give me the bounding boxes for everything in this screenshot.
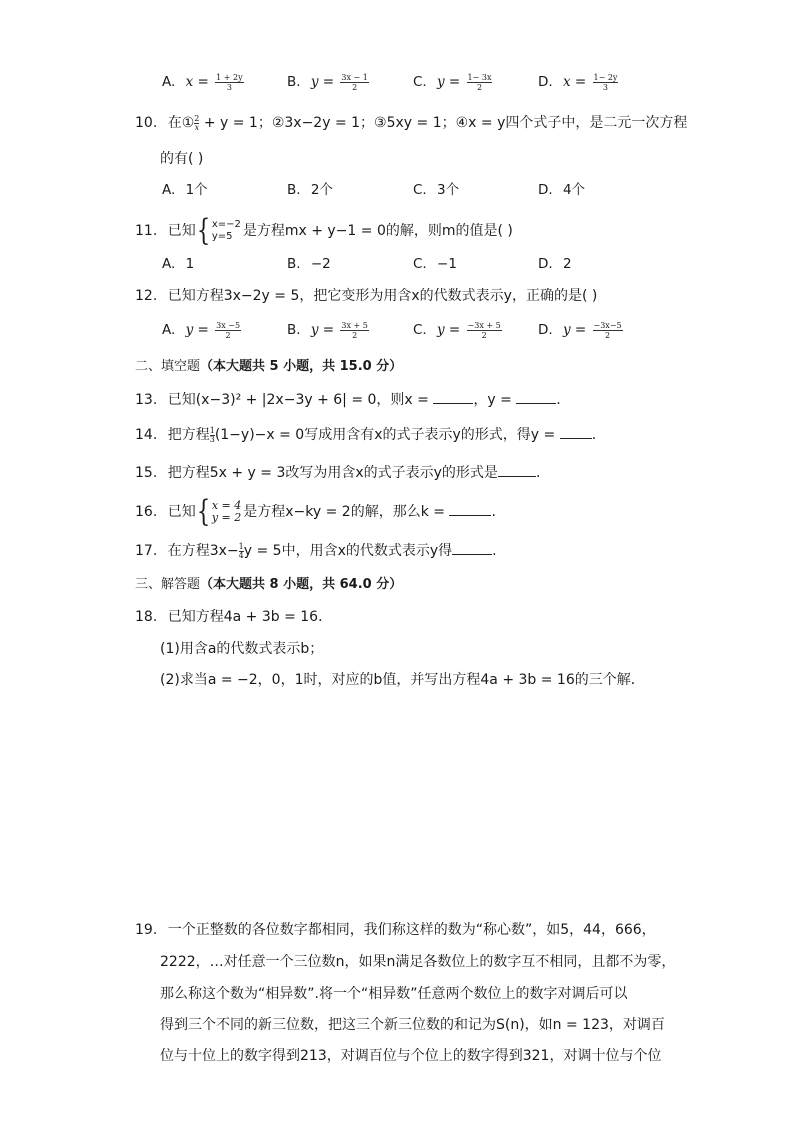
option-text: 1个 [185,182,208,198]
denominator: 2 [605,330,611,340]
option-lhs: y = [437,74,461,90]
question-text-end: . [492,543,497,559]
option-letter: A. [162,74,176,90]
question-10 [135,113,687,133]
question-19-line-3 [160,984,627,1004]
option-fraction [593,321,623,340]
numerator: 1− 3x [467,72,492,82]
option-lhs: y = [562,322,587,338]
denominator: 3 [209,434,215,444]
numerator: 1 [209,425,215,435]
option-text: 2个 [310,182,333,198]
q11-option-c[interactable] [413,254,457,274]
denominator: 3 [602,82,609,92]
equation-system [212,500,241,524]
option-letter: D. [538,256,553,272]
answer-blank[interactable] [498,462,536,477]
option-letter: B. [287,74,301,90]
option-letter: D. [538,182,553,198]
system-line-2: y = 2 [211,511,242,524]
question-number: 10. [135,115,158,131]
q12-option-a[interactable] [162,320,243,340]
numerator: −3x + 5 [467,320,501,330]
option-letter: A. [162,182,176,198]
question-number: 16. [135,504,158,520]
numerator: 3x − 1 [341,72,368,82]
q11-option-b[interactable] [287,254,331,274]
numerator: 2 [194,113,200,123]
denominator: 2 [481,330,487,340]
question-text: 已知(x−3)² + |2x−3y + 6| = 0，则x = [167,392,429,408]
denominator: 3 [226,82,232,92]
numerator: −3x−5 [593,320,622,330]
question-10-cont [160,149,203,169]
question-number: 17. [135,543,158,559]
q12-option-c[interactable] [413,320,504,340]
question-19-line-2 [160,952,675,972]
system-line-1: x = 4 [211,499,242,512]
equation-system [212,219,241,243]
question-number: 12. [135,288,158,304]
option-lhs: x = [562,74,587,90]
option-letter: D. [538,74,553,90]
numerator: 1 + 2y [216,72,243,82]
answer-blank[interactable] [560,424,592,439]
question-number: 13. [135,392,158,408]
option-text: 3个 [437,182,460,198]
question-text: 把方程5x + y = 3改写为用含x的式子表示y的形式是 [167,465,498,481]
question-19 [135,920,656,940]
q10-option-a[interactable] [162,180,208,200]
option-fraction [215,73,244,92]
question-14 [135,424,596,445]
q11-option-a[interactable] [162,254,194,274]
denominator: 4 [238,550,244,560]
question-19-line-5 [160,1046,661,1066]
denominator: 2 [225,330,231,340]
question-16 [135,494,496,529]
answer-blank[interactable] [449,501,491,516]
question-number: 11. [135,223,158,239]
section-detail: （本大题共 8 小题，共 64.0 分） [200,577,403,592]
question-text-line-4: 得到三个不同的新三位数，把这三个新三位数的和记为S(n)，如n = 123，对调百 [160,1017,665,1033]
answer-blank[interactable] [452,540,492,555]
option-letter: D. [538,322,553,338]
option-lhs: y = [310,74,335,90]
question-text-line-5: 位与十位上的数字得到213，对调百位与个位上的数字得到321，对调十位与个位 [160,1048,662,1064]
option-letter: B. [287,256,301,272]
option-fraction [593,73,619,92]
question-text: 已知方程3x−2y = 5，把它变形为用含x的代数式表示y，正确的是( ) [167,288,598,304]
question-number: 15. [135,465,158,481]
numerator: 1− 2y [593,72,618,82]
question-number: 19. [135,922,158,938]
section-heading-solve [135,575,402,595]
option-fraction [467,321,502,340]
question-11 [135,213,513,248]
denominator: 2 [352,82,358,92]
question-17 [135,540,497,561]
section-heading-fill-in [135,357,402,377]
question-text-cont: 是方程mx + y−1 = 0的解，则m的值是( ) [242,223,513,239]
question-19-line-4 [160,1015,665,1035]
option-lhs: x = [185,74,209,90]
option-fraction [340,321,368,340]
system-line-1: x=−2 [211,219,241,230]
option-lhs: y = [310,322,335,338]
q9-option-c[interactable] [413,72,494,92]
question-text-end: . [491,504,496,520]
q10-option-d[interactable] [538,180,585,200]
question-text-end: . [591,427,597,443]
question-number: 14. [135,427,158,443]
q9-option-d[interactable] [538,72,620,92]
question-text-line-3: 那么称这个数为“相异数”.将一个“相异数”任意两个数位上的数字对调后可以 [160,986,628,1002]
numerator: 1 [238,541,244,551]
question-text-cont: ，y = [473,392,512,408]
option-fraction [340,73,368,92]
denominator: 2 [476,82,483,92]
option-letter: B. [287,322,301,338]
question-text: 在方程3x− [167,543,239,559]
question-text-end: 的有( ) [160,151,204,167]
system-line-2: y=5 [211,231,233,242]
option-text: −2 [310,256,331,272]
question-18-part-2 [160,670,645,690]
option-text: 2 [562,256,572,272]
option-text: 1 [185,256,195,272]
q10-option-b[interactable] [287,180,333,200]
option-letter: A. [162,256,176,272]
answer-blank-x[interactable] [433,389,473,404]
option-lhs: y = [437,322,461,338]
q9-option-b[interactable] [287,72,371,92]
question-18 [135,607,332,627]
option-text: −1 [437,256,457,272]
denominator: 2 [352,330,358,340]
q12-option-b[interactable] [287,320,371,340]
question-text: 在① [167,115,195,131]
question-text-cont: (1−y)−x = 0写成用含有x的式子表示y的形式，得y = [214,427,556,443]
q10-option-c[interactable] [413,180,459,200]
option-letter: C. [413,322,427,338]
question-text: 把方程 [167,427,210,443]
q12-option-d[interactable] [538,320,625,340]
option-letter: C. [413,256,427,272]
question-18-part-1 [160,639,323,659]
option-fraction [215,321,241,340]
question-text-line-1: 一个正整数的各位数字都相同，我们称这样的数为“称心数”，如5，44，666， [167,922,656,938]
section-detail: （本大题共 5 小题，共 15.0 分） [200,359,403,374]
option-lhs: y = [185,322,209,338]
option-letter: B. [287,182,301,198]
answer-blank-y[interactable] [516,389,556,404]
question-13 [135,389,561,410]
section-label: 二、填空题 [135,359,201,374]
question-part-text: (1)用含a的代数式表示b； [160,641,324,657]
q11-option-d[interactable] [538,254,572,274]
numerator: 3x + 5 [341,320,368,330]
question-15 [135,462,540,483]
question-12 [135,286,597,306]
denominator: x [194,122,200,132]
question-text-line-2: 2222，…对任意一个三位数n，如果n满足各数位上的数字互不相同，且都不为零， [160,954,676,970]
question-text: 已知 [167,504,196,520]
numerator: 3x −5 [216,320,241,330]
question-text: 已知方程4a + 3b = 16． [167,609,333,625]
question-text: 已知 [167,223,196,239]
question-text-end: . [556,392,561,408]
option-letter: C. [413,74,427,90]
question-part-text: (2)求当a = −2，0，1时，对应的b值，并写出方程4a + 3b = 16的三个解． [160,672,645,688]
question-text-cont: y = 5中，用含x的代数式表示y得 [243,543,453,559]
option-fraction [467,73,493,92]
option-letter: C. [413,182,427,198]
brace-icon: { [196,213,210,248]
question-text-end: . [535,465,541,481]
question-text-cont: 是方程x−ky = 2的解，那么k = [243,504,445,520]
question-text-cont: + y = 1；②3x−2y = 1；③5xy = 1；④x = y四个式子中，是二元一次方程 [199,115,688,131]
question-number: 18. [135,609,158,625]
brace-icon: { [196,494,210,529]
q9-option-a[interactable] [162,72,246,92]
option-text: 4个 [562,182,586,198]
section-label: 三、解答题 [135,577,201,592]
option-letter: A. [162,322,176,338]
